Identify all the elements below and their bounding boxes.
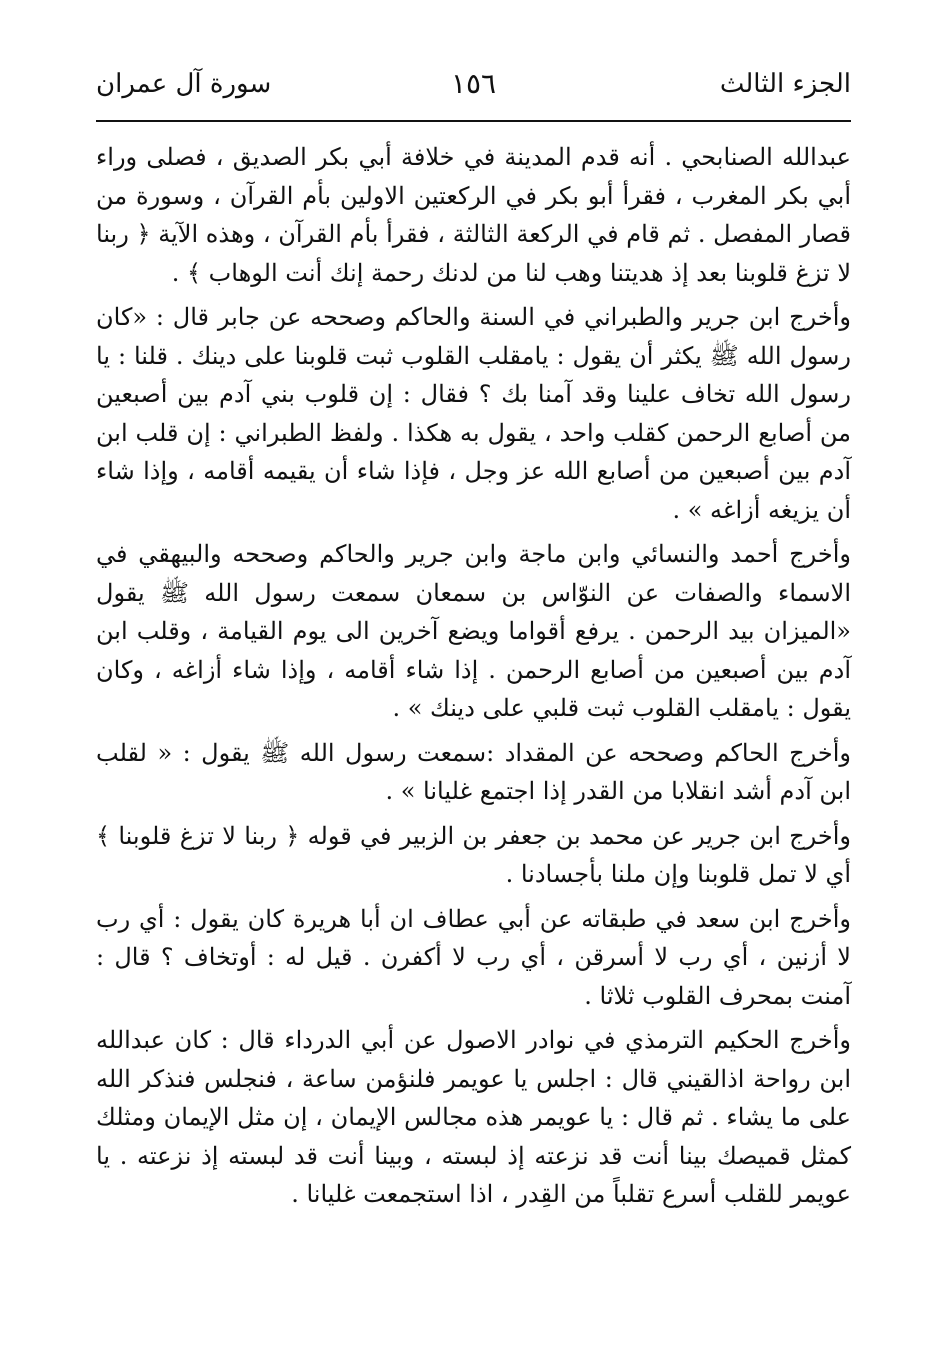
header-rule xyxy=(96,120,851,122)
part-label: الجزء الثالث xyxy=(719,69,851,99)
paragraph-6: وأخرج ابن سعد في طبقاته عن أبي عطاف ان أبا هريرة كان يقول : أي رب لا أزنين ، أي رب لا أسرقن ، أي رب لا أكفرن . قيل له : أوتخاف ؟ قال : آمنت بمحرف القلوب ثلاثا . xyxy=(96,904,851,1010)
paragraph-5: وأخرج ابن جرير عن محمد بن جعفر بن الزبير في قوله ﴿ ربنا لا تزغ قلوبنا ﴾ أي لا تمل قلوبنا وإن ملنا بأجسادنا . xyxy=(96,821,851,888)
page-number: ١٥٦ xyxy=(450,67,497,100)
paragraph-4: وأخرج الحاكم وصححه عن المقداد :سمعت رسول الله ﷺ يقول : « لقلب ابن آدم أشد انقلابا من القدر إذا اجتمع غليانا » . xyxy=(96,738,851,805)
body-text xyxy=(96,138,851,1220)
paragraph-1: عبدالله الصنابحي . أنه قدم المدينة في خلافة أبي بكر الصديق ، فصلى وراء أبي بكر المغرب ، فقرأ أبو بكر في الركعتين الاولين بأم القرآن ، وسورة من قصار المفصل . ثم قام في الركعة الثالثة ، فقرأ بأم القرآن ، وهذه الآية ﴿ ربنا لا تزغ قلوبنا بعد إذ هديتنا وهب لنا من لدنك رحمة إنك أنت الوهاب ﴾ . xyxy=(96,143,851,287)
paragraph-2: وأخرج ابن جرير والطبراني في السنة والحاكم وصححه عن جابر قال : «كان رسول الله ﷺ يكثر أن يقول : يامقلب القلوب ثبت قلوبنا على دينك . قلنا : يا رسول الله تخاف علينا وقد آمنا بك ؟ فقال : إن قلوب بني آدم بين أصبعين من أصابع الرحمن كقلب واحد ، يقول به هكذا . ولفظ الطبراني : إن قلب ابن آدم بين أصبعين من أصابع الله عز وجل ، فإذا شاء أن يقيمه أقامه ، وإذا شاء أن يزيغه أزاغه » . xyxy=(96,303,851,524)
page-header xyxy=(96,60,851,110)
paragraph-7: وأخرج الحكيم الترمذي في نوادر الاصول عن أبي الدرداء قال : كان عبدالله ابن رواحة اذالقيني قال : اجلس يا عويمر فلنؤمن ساعة ، فنجلس فنذكر الله على ما يشاء . ثم قال : يا عويمر هذه مجالس الإيمان ، إن مثل الإيمان ومثلك كمثل قميصك بينا أنت قد نزعته إذ لبسته ، وبينا أنت قد لبسته إذ نزعته . يا عويمر للقلب أسرع تقلباً من القِدر ، اذا استجمعت غليانا . xyxy=(96,1026,852,1208)
surah-label: سورة آل عمران xyxy=(96,69,272,99)
paragraph-3: وأخرج أحمد والنسائي وابن ماجة وابن جرير والحاكم وصححه والبيهقي في الاسماء والصفات عن النوّاس بن سمعان سمعت رسول الله ﷺ يقول «الميزان بيد الرحمن . يرفع أقواما ويضع آخرين الى يوم القيامة ، وقلب ابن آدم بين أصبعين من أصابع الرحمن . إذا شاء أقامه ، وإذا شاء أزاغه ، وكان يقول : يامقلب القلوب ثبت قلبي على دينك » . xyxy=(96,540,851,722)
